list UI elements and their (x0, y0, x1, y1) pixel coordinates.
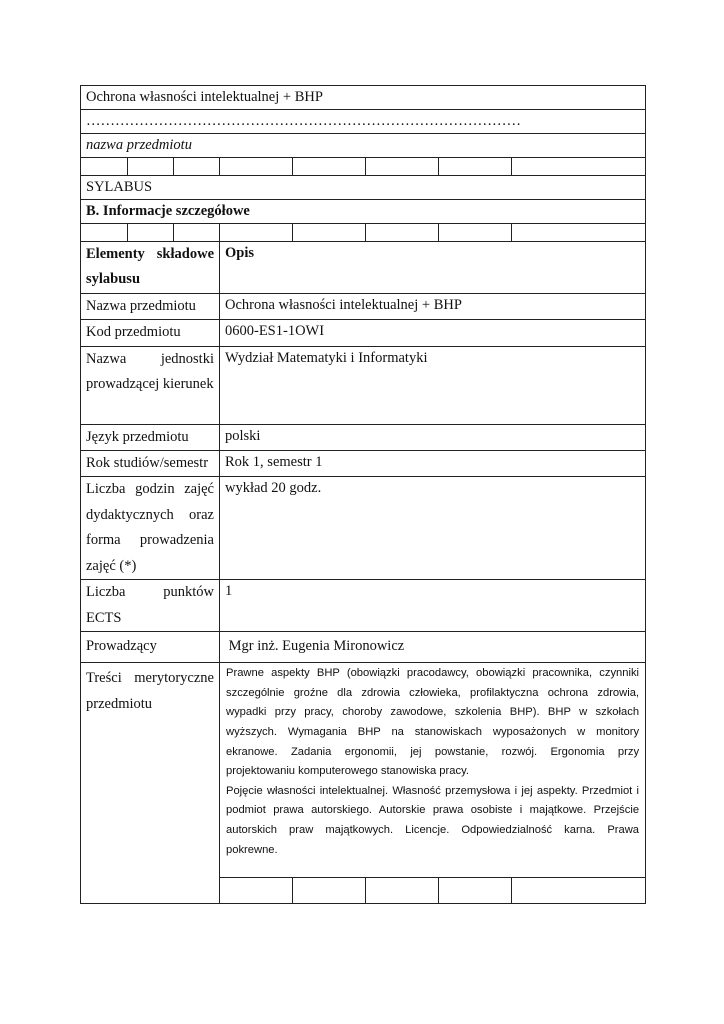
empty-cell (512, 878, 646, 904)
empty-cell (81, 158, 128, 176)
table-row (81, 580, 646, 632)
subject-caption-row (81, 134, 646, 158)
row-label: Prowadzący (81, 632, 220, 663)
syllabus-label: SYLABUS (81, 176, 646, 200)
dotted-line: ……………………………………………………………………………… (81, 110, 646, 134)
row-label: Nazwa przedmiotu (81, 293, 220, 319)
row-label: Język przedmiotu (81, 424, 220, 450)
row-value: Rok 1, semestr 1 (220, 451, 646, 477)
empty-cell (174, 224, 220, 242)
empty-cell (220, 224, 293, 242)
row-value: wykład 20 godz. (220, 477, 646, 580)
empty-cell (366, 224, 439, 242)
row-label: Nazwa jednostki prowadzącej kierunek (81, 346, 220, 424)
empty-cell (293, 878, 366, 904)
empty-cell (439, 158, 512, 176)
row-label: Kod przedmiotu (81, 320, 220, 346)
row-value: Mgr inż. Eugenia Mironowicz (220, 632, 646, 663)
empty-cell (81, 224, 128, 242)
empty-cell (512, 224, 646, 242)
row-value: 0600-ES1-1OWI (220, 320, 646, 346)
empty-cell (220, 158, 293, 176)
content-paragraph: Pojęcie własności intelektualnej. Własność przemysłowa i jej aspekty. Przedmiot i podmiot prawa autorskiego. Autorskie prawa osobiste i majątkowe. Przejście autorskich praw majątkowych. Licencje. Odpowiedzialność karna. Prawa pokrewne. (226, 784, 640, 856)
table-row (81, 424, 646, 450)
empty-cell (174, 158, 220, 176)
row-label: Treści merytoryczne przedmiotu (81, 663, 220, 904)
table-header-row (81, 242, 646, 294)
row-value: Wydział Matematyki i Informatyki (220, 346, 646, 424)
subject-title: Ochrona własności intelektualnej + BHP (81, 86, 646, 110)
content-description (220, 663, 646, 878)
empty-cell (512, 158, 646, 176)
table-row (81, 632, 646, 663)
table-row (81, 663, 646, 878)
subject-title-row (81, 86, 646, 110)
section-title: B. Informacje szczegółowe (81, 200, 646, 224)
row-value: polski (220, 424, 646, 450)
table-row (81, 320, 646, 346)
empty-grid-row (81, 224, 646, 242)
empty-cell (128, 158, 174, 176)
content-paragraph: Prawne aspekty BHP (obowiązki pracodawcy, obowiązki pracownika, czynniki szczególnie groźne dla zdrowia człowieka, profilaktyczna ochrona zdrowia, wypadki przy pracy, choroby zawodowe, szkolenia BHP). BHP w szkołach wyższych. Wymagania BHP na stanowiskach wyposażonych w monitory ekranowe. Zadania ergonomii, jej powstanie, rozwój. Ergonomia przy projektowaniu komputerowego stanowiska pracy. (226, 667, 640, 778)
empty-cell (128, 224, 174, 242)
empty-cell (366, 878, 439, 904)
empty-grid-row (81, 158, 646, 176)
syllabus-table (80, 85, 646, 904)
empty-cell (293, 224, 366, 242)
column-header-description: Opis (220, 242, 646, 294)
table-row (81, 477, 646, 580)
row-value: 1 (220, 580, 646, 632)
empty-cell (220, 878, 293, 904)
table-row (81, 346, 646, 424)
empty-cell (366, 158, 439, 176)
empty-cell (293, 158, 366, 176)
dots-row (81, 110, 646, 134)
syllabus-label-row (81, 176, 646, 200)
section-title-row (81, 200, 646, 224)
table-row (81, 293, 646, 319)
subject-caption: nazwa przedmiotu (81, 134, 646, 158)
table-row (81, 451, 646, 477)
row-label: Liczba godzin zajęć dydaktycznych oraz forma prowadzenia zajęć (*) (81, 477, 220, 580)
empty-cell (439, 224, 512, 242)
row-label: Liczba punktów ECTS (81, 580, 220, 632)
empty-cell (439, 878, 512, 904)
row-label: Rok studiów/semestr (81, 451, 220, 477)
column-header-elements: Elementy składowe sylabusu (81, 242, 220, 294)
row-value: Ochrona własności intelektualnej + BHP (220, 293, 646, 319)
